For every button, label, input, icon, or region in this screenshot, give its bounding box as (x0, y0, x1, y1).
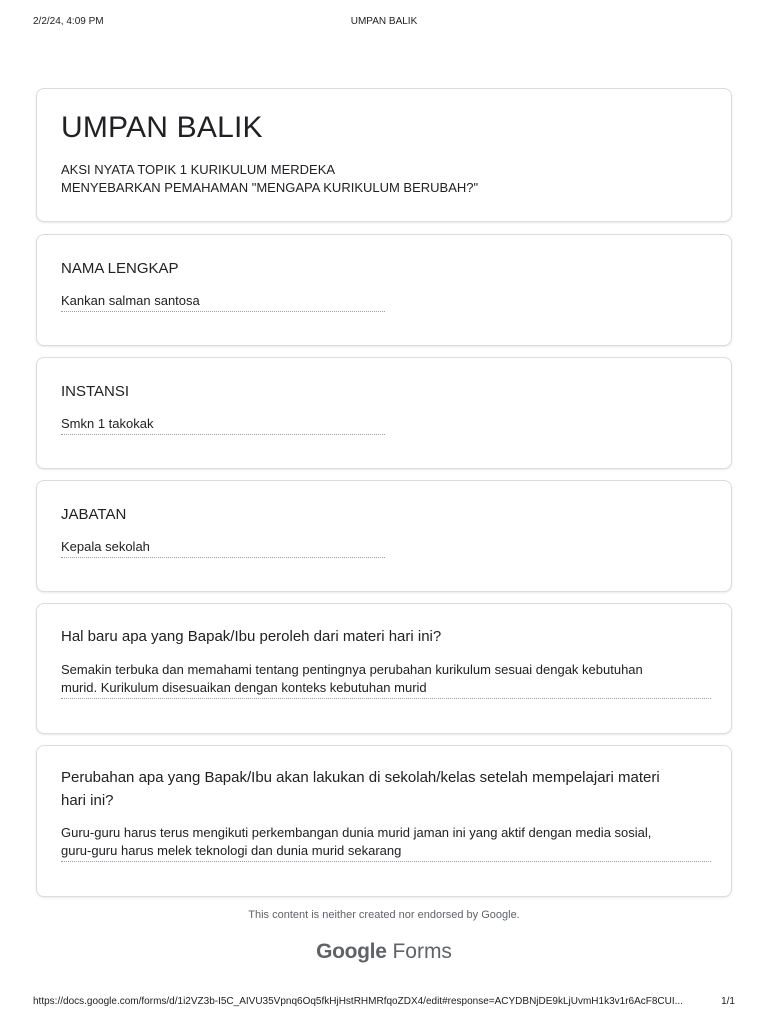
answer-line: murid. Kurikulum disesuaikan dengan konteks kebutuhan murid (61, 680, 427, 695)
question-card-jabatan (36, 480, 732, 592)
question-title (61, 766, 660, 812)
answer-text: Smkn 1 takokak (61, 415, 385, 435)
answer-text: Kepala sekolah (61, 538, 385, 558)
question-card-instansi (36, 357, 732, 469)
question-title: JABATAN (61, 506, 127, 523)
print-header (0, 16, 768, 30)
google-forms-logo (0, 940, 768, 964)
form-header-card (36, 88, 732, 222)
answer-line: Guru-guru harus terus mengikuti perkembangan dunia murid jaman ini yang aktif dengan media sosial, (61, 825, 652, 840)
answer-text (61, 824, 711, 862)
form-title: UMPAN BALIK (61, 111, 263, 144)
print-datetime: 2/2/24, 4:09 PM (33, 16, 104, 27)
answer-line: guru-guru harus melek teknologi dan dunia murid sekarang (61, 843, 402, 858)
question-card-hal-baru (36, 603, 732, 734)
form-description (61, 161, 478, 197)
answer-text (61, 661, 711, 699)
print-page-number: 1/1 (721, 996, 735, 1007)
forms-wordmark: Forms (392, 940, 452, 963)
google-disclaimer: This content is neither created nor endorsed by Google. (248, 909, 520, 921)
question-title: NAMA LENGKAP (61, 260, 179, 277)
question-card-nama-lengkap (36, 234, 732, 346)
answer-text: Kankan salman santosa (61, 292, 385, 312)
form-description-line: MENYEBARKAN PEMAHAMAN "MENGAPA KURIKULUM BERUBAH?" (61, 180, 479, 195)
question-title-line: Perubahan apa yang Bapak/Ibu akan lakukan di sekolah/kelas setelah mempelajari materi (61, 769, 660, 786)
print-title: UMPAN BALIK (350, 16, 418, 27)
google-wordmark: Google (316, 940, 387, 963)
print-url: https://docs.google.com/forms/d/1i2VZ3b-I5C_AIVU35Vpnq6Oq5fkHjHstRHMRfqoZDX4/edit#response=ACYDBNjDE9kLjUvmH1k3v1r6AcF8CUI... (33, 996, 683, 1007)
form-description-line: AKSI NYATA TOPIK 1 KURIKULUM MERDEKA (61, 162, 336, 177)
answer-line: Semakin terbuka dan memahami tentang pentingnya perubahan kurikulum sesuai dengak kebutuhan (61, 662, 643, 677)
question-card-perubahan (36, 745, 732, 897)
question-title: INSTANSI (61, 383, 130, 400)
question-title: Hal baru apa yang Bapak/Ibu peroleh dari materi hari ini? (61, 628, 442, 645)
question-title-line: hari ini? (61, 792, 114, 809)
print-footer (0, 996, 768, 1010)
